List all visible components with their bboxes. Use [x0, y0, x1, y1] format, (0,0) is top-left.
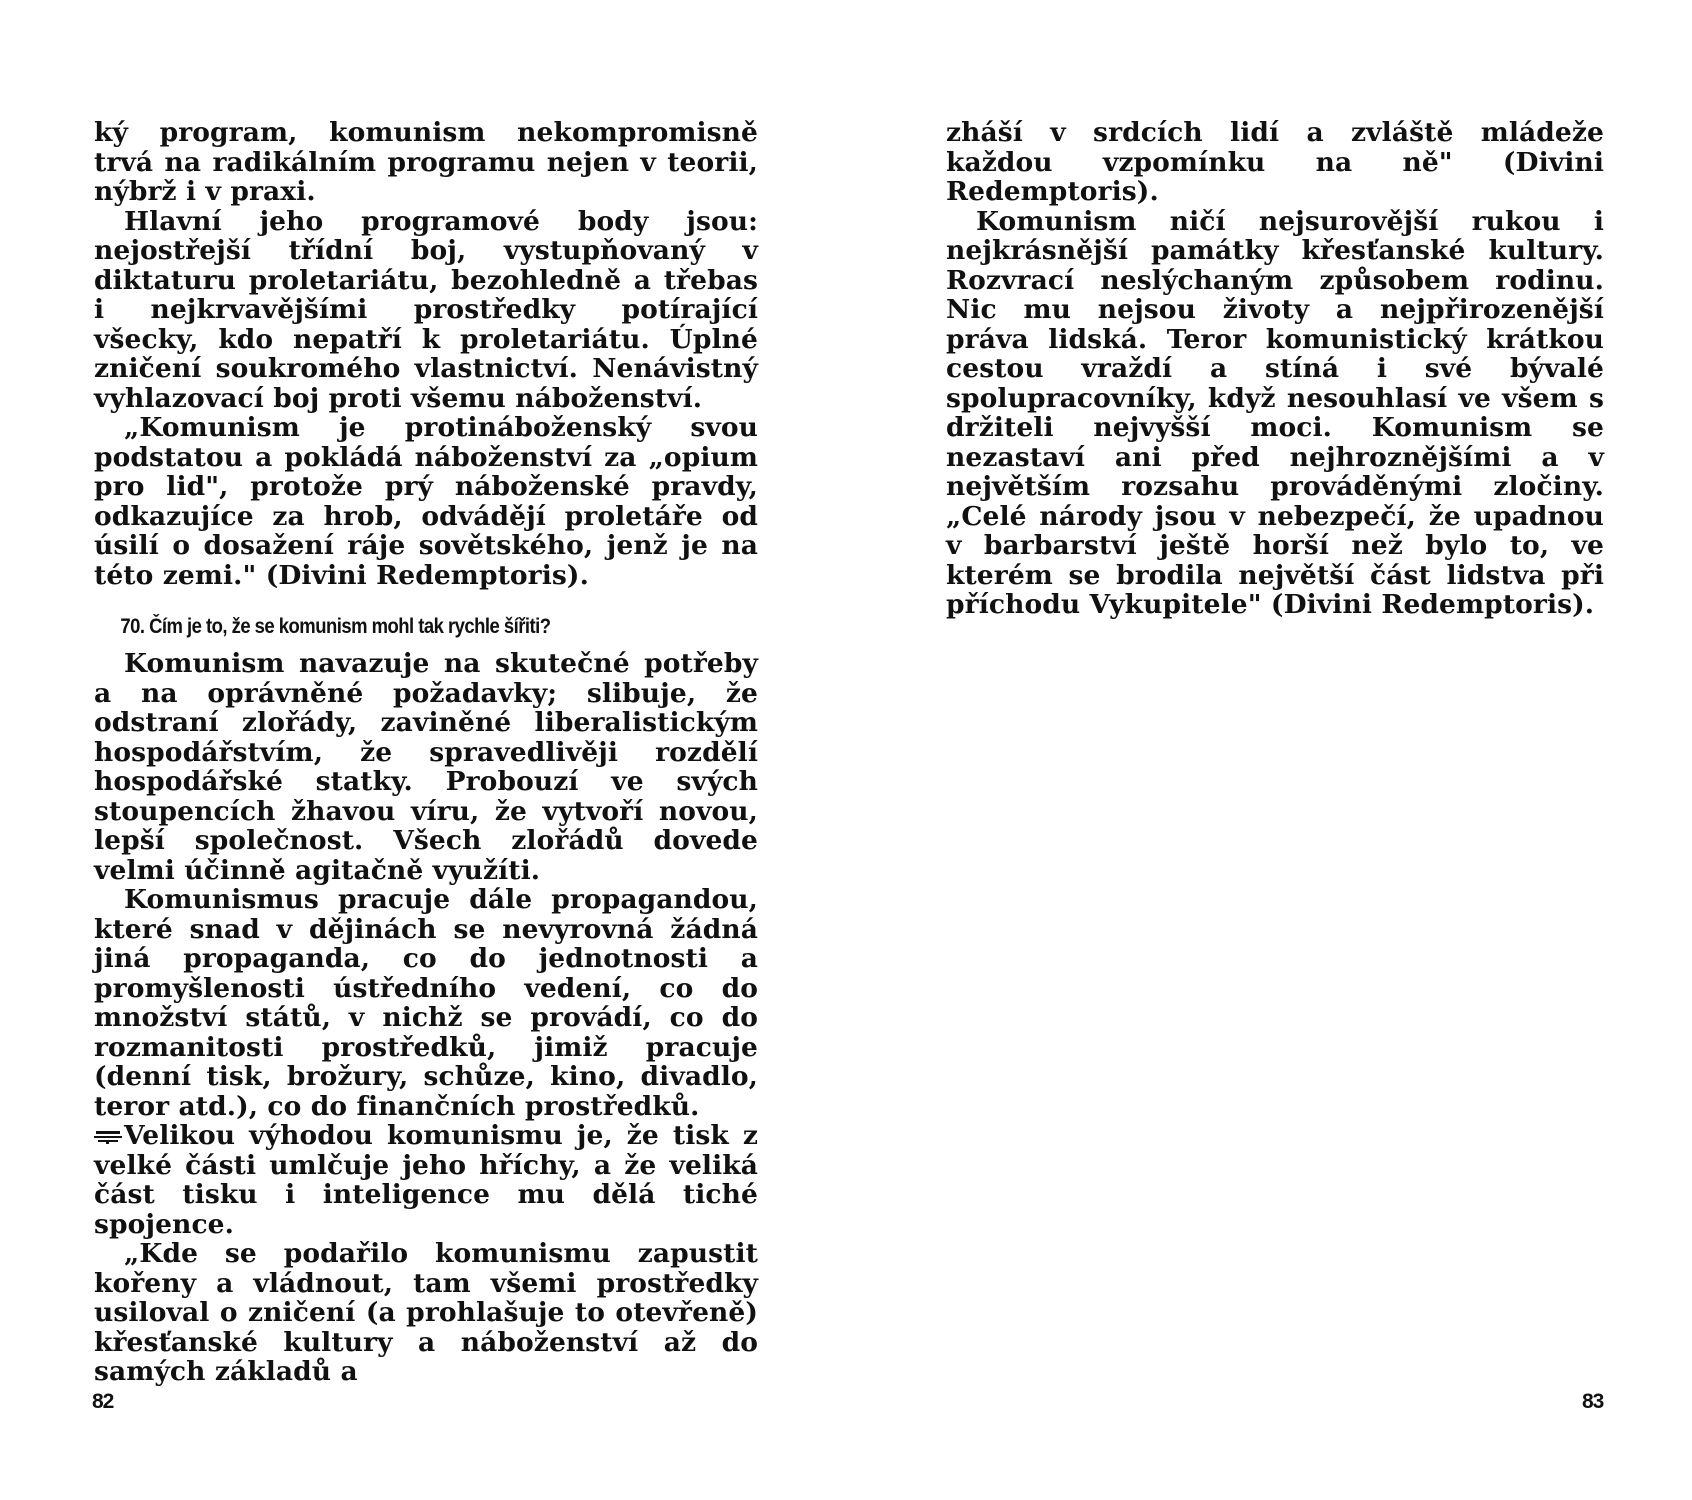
section-heading: 70. Čím je to, že se komunism mohl tak rychle šířiti?	[120, 615, 551, 638]
paragraph: zháší v srdcích lidí a zvláště mládeže každou vzpomínku na ně" (Divini Redemptoris).	[946, 117, 1604, 207]
right-page-text	[946, 118, 1604, 620]
paragraph-text: Velikou výhodou komunismu je, že tisk z velké části umlčuje jeho hříchy, a že veliká část tisku i inteligence mu dělá tiché spojence.	[94, 1120, 758, 1240]
paragraph-with-mark	[94, 1121, 758, 1239]
paragraph: „Kde se podařilo komunismu zapustit kořeny a vládnout, tam všemi prostředky usiloval o zničení (a prohlašuje to otevřeně) křesťanské kultury a náboženství až do samých základů a	[94, 1238, 758, 1387]
page-number: 82	[92, 1390, 114, 1413]
paragraph: Komunism ničí nejsurovější rukou i nejkrásnější památky křesťanské kultury. Rozvrací neslýchaným způsobem rodinu. Nic mu nejsou životy a nejpřirozenější práva lidská. Teror komunistický krátkou cestou vraždí a stíná i své bývalé spolupracovníky, když nesouhlasí ve všem s držiteli nejvyšší moci. Komunism se nezastaví ani před nejhroznějšími a v největším rozsahu prováděnými zločiny. „Celé národy jsou v nebezpečí, že upadnou v barbarství ještě horší než bylo to, ve kterém se brodila největší část lidstva při příchodu Vykupitele" (Divini Redemptoris).	[946, 205, 1604, 620]
paragraph: ký program, komunism nekompromisně trvá na radikálním programu nejen v teorii, nýbrž i v praxi.	[94, 117, 758, 207]
right-page	[846, 0, 1692, 1500]
paragraph: Hlavní jeho programové body jsou: nejostřejší třídní boj, vystupňovaný v diktaturu proletariátu, bezohledně a třebas i nejkrvavějšími prostředky potírající všecky, kdo nepatří k proletariátu. Úplné zničení soukromého vlastnictví. Nenávistný vyhlazovací boj proti všemu náboženství.	[94, 205, 758, 414]
left-page-text	[94, 118, 758, 1387]
paragraph: Komunism navazuje na skutečné potřeby a na oprávněné požadavky; slibuje, že odstraní zlořády, zaviněné liberalistickým hospodářstvím, že spravedlivěji rozdělí hospodářské statky. Probouzí ve svých stoupencích žhavou víru, že vytvoří novou, lepší společnost. Všech zlořádů dovede velmi účinně agitačně využíti.	[94, 648, 758, 886]
page-number: 83	[1582, 1390, 1604, 1413]
marginal-mark-icon	[94, 1130, 124, 1144]
paragraph: „Komunism je protináboženský svou podstatou a pokládá náboženství za „opium pro lid", protože prý náboženské pravdy, odkazujíce za hrob, odvádějí proletáře od úsilí o dosažení ráje sovětského, jenž je na této zemi." (Divini Redemptoris).	[94, 412, 758, 591]
paragraph: Komunismus pracuje dále propagandou, které snad v dějinách se nevyrovná žádná jiná propaganda, co do jednotnosti a promyšlenosti ústředního vedení, co do množství států, v nichž se provádí, co do rozmanitosti prostředků, jimiž pracuje (denní tisk, brožury, schůze, kino, divadlo, teror atd.), co do finančních prostředků.	[94, 884, 758, 1122]
